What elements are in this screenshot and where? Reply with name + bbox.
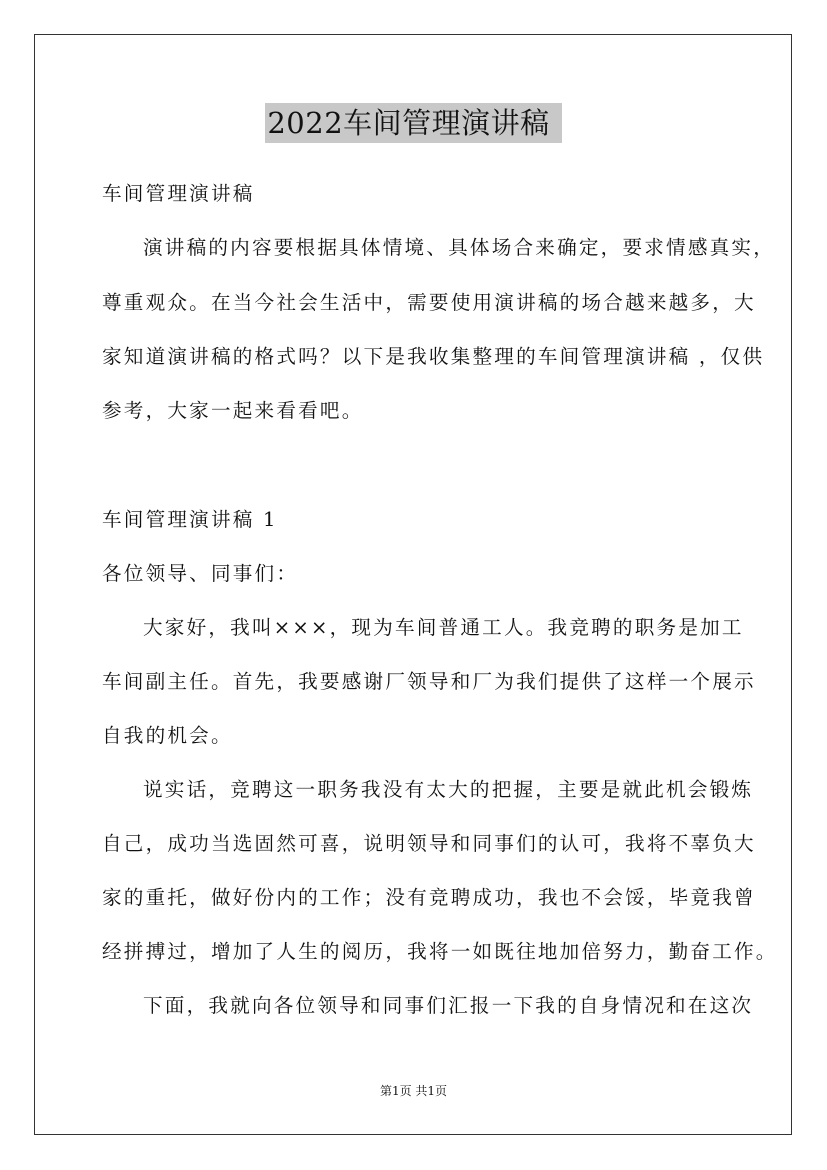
paragraph-line: 说实话，竞聘这一职务我没有太大的把握，主要是就此机会锻炼: [143, 778, 754, 801]
paragraph-line: 尊重观众。在当今社会生活中，需要使用演讲稿的场合越来越多，大: [102, 291, 756, 314]
paragraph-line: 演讲稿的内容要根据具体情境、具体场合来确定，要求情感真实，: [143, 236, 776, 259]
paragraph-line: 下面，我就向各位领导和同事们汇报一下我的自身情况和在这次: [143, 994, 754, 1017]
paragraph-line: 家的重托，做好份内的工作；没有竞聘成功，我也不会馁，毕竟我曾: [102, 886, 756, 909]
paragraph-line: 大家好，我叫×××，现为车间普通工人。我竞聘的职务是加工: [143, 616, 744, 639]
document-title: 2022车间管理演讲稿: [265, 103, 561, 143]
paragraph-line: 车间副主任。首先，我要感谢厂领导和厂为我们提供了这样一个展示: [102, 670, 756, 693]
section-heading: 车间管理演讲稿 1: [102, 508, 278, 531]
paragraph-line: 自我的机会。: [102, 724, 233, 747]
paragraph-line: 自己，成功当选固然可喜，说明领导和同事们的认可，我将不辜负大: [102, 832, 756, 855]
section-heading: 车间管理演讲稿: [102, 182, 255, 205]
paragraph-line: 参考，大家一起来看看吧。: [102, 399, 364, 422]
salutation: 各位领导、同事们：: [102, 562, 299, 585]
title-container: [0, 103, 827, 143]
paragraph-line: 经拼搏过，增加了人生的阅历，我将一如既往地加倍努力，勤奋工作。: [102, 940, 778, 963]
paragraph-line: 家知道演讲稿的格式吗？以下是我收集整理的车间管理演讲稿 ，仅供: [102, 345, 765, 368]
page-footer: 第1页 共1页: [379, 1084, 448, 1098]
